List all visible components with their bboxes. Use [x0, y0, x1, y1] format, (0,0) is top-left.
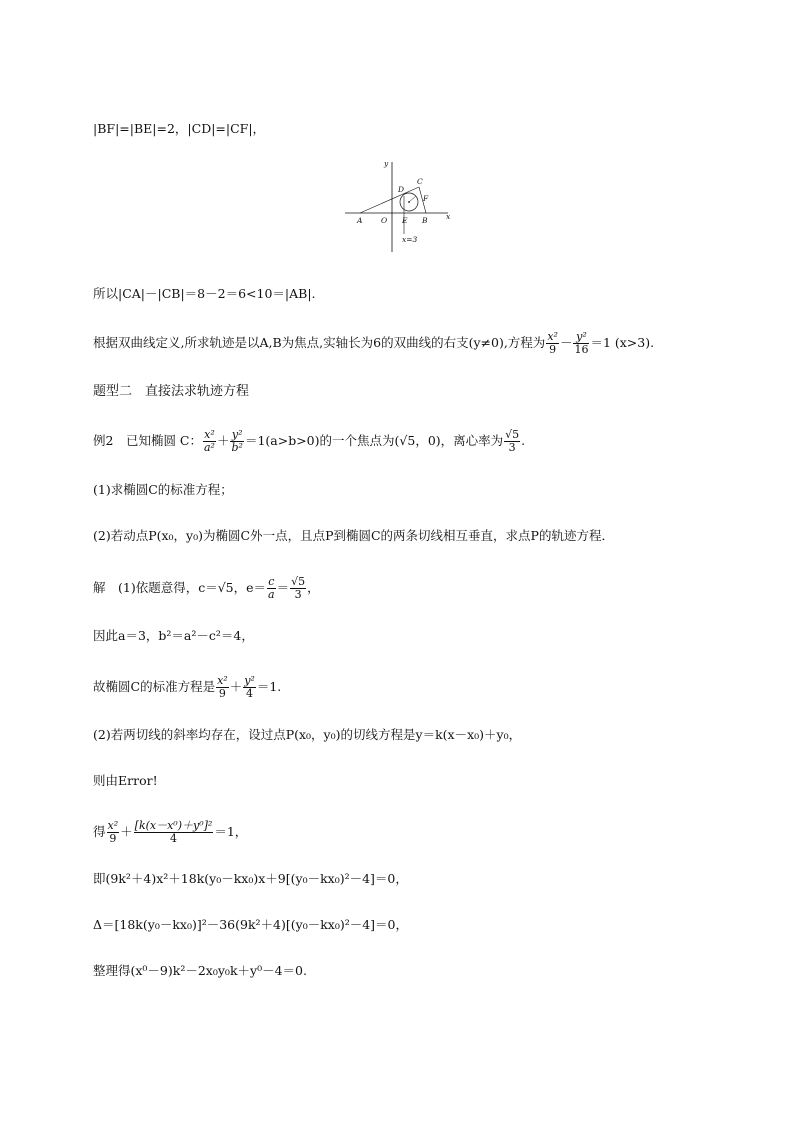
solution-line-1: 解 (1)依题意得，c＝√5，e＝ $\frac{c}{a}$ ＝ $\frac{√5}{3}$ ， — [93, 575, 320, 601]
label-x: x — [446, 212, 451, 221]
text-line-bf-be: |BF|=|BE|=2，|CD|=|CF|， — [93, 121, 266, 136]
label-x-eq-3: x=3 — [402, 235, 418, 244]
solution-line-5: 则由Error! — [93, 773, 158, 788]
section-heading: 题型二 直接法求轨迹方程 — [93, 384, 250, 399]
solution-line-2: 因此a＝3，b²＝a²－c²＝4， — [93, 628, 254, 643]
fraction-y2-over-16: $\frac{\text{y²}}{16}$ — [574, 330, 589, 356]
solution-line-6: 得 $\frac{\text{x²}}{9}$ ＋ $\frac{\text{[k(x－x⁰)＋y⁰]²}}{4}$ ＝1， — [93, 819, 248, 845]
solution-line-9: 整理得(x⁰－9)k²－2x₀y₀k＋y⁰－4＝0. — [93, 963, 307, 978]
question-1: (1)求椭圆C的标准方程； — [93, 482, 233, 497]
solution-line-7: 即(9k²＋4)x²＋18k(y₀－kx₀)x＋9[(y₀－kx₀)²－4]＝0， — [93, 871, 408, 886]
fraction-x2-over-a2: $\frac{\text{x²}}{\text{a²}}$ — [204, 428, 215, 454]
fraction-y2-over-4: $\frac{\text{y²}}{4}$ — [244, 674, 255, 700]
label-y: y — [384, 159, 389, 168]
label-f: F — [423, 194, 429, 203]
fraction-x2-over-9-b: $\frac{\text{x²}}{9}$ — [217, 674, 228, 700]
segment-ac — [360, 187, 419, 213]
center-point — [408, 201, 410, 203]
sqrt5-value: √5 — [399, 433, 416, 448]
fraction-c-over-a: $\frac{c}{a}$ — [268, 575, 275, 601]
fraction-long-over-4: $\frac{\text{[k(x－x⁰)＋y⁰]²}}{4}$ — [134, 819, 213, 845]
label-d: D — [398, 185, 405, 194]
hyperbola-circle-figure — [340, 156, 460, 254]
hyperbola-definition-text: 根据双曲线定义,所求轨迹是以A,B为焦点,实轴长为6的双曲线的右支(y≠0),方程为 — [93, 335, 546, 350]
fraction-x2-over-9-c: $\frac{\text{x²}}{9}$ — [107, 819, 119, 845]
text-line-hyperbola-definition: 根据双曲线定义,所求轨迹是以A,B为焦点,实轴长为6的双曲线的右支(y≠0),方程为 $\frac{\text{x²}}{9}$ － $\frac{\text{y²}}{16}$ ＝1 (x>3). — [93, 330, 655, 356]
fraction-sqrt5-over-3: $\frac{√5}{3}$ — [505, 428, 520, 454]
text-line-ca-cb: 所以|CA|－|CB|＝8－2＝6<10＝|AB|. — [93, 286, 316, 301]
question-2: (2)若动点P(x₀，y₀)为椭圆C外一点，且点P到椭圆C的两条切线相互垂直，求点P的轨迹方程． — [93, 528, 614, 543]
solution-line-8: Δ＝[18k(y₀－kx₀)]²－36(9k²＋4)[(y₀－kx₀)²－4]＝0， — [93, 917, 409, 932]
fraction-y2-over-b2: $\frac{\text{y²}}{\text{b²}}$ — [231, 428, 243, 454]
hyperbola-equation-tail: ＝1 (x>3). — [590, 335, 655, 350]
label-o: O — [381, 216, 388, 225]
fraction-sqrt5-over-3-b: $\frac{√5}{3}$ — [291, 575, 306, 601]
solution-line-4: (2)若两切线的斜率均存在，设过点P(x₀，y₀)的切线方程是y＝k(x－x₀)＋y₀， — [93, 727, 522, 742]
label-a: A — [357, 216, 363, 225]
label-c: C — [417, 177, 423, 186]
solution-line-3: 故椭圆C的标准方程是 $\frac{\text{x²}}{9}$ ＋ $\frac{\text{y²}}{4}$ ＝1. — [93, 674, 282, 700]
fraction-x2-over-9: $\frac{\text{x²}}{9}$ — [547, 330, 558, 356]
label-e: E — [402, 216, 408, 225]
example-2-statement: 例2 已知椭圆 C： $\frac{\text{x²}}{\text{a²}}$ ＋ $\frac{\text{y²}}{\text{b²}}$ ＝1(a>b>0)的一个焦点为(√5，0)，离心率为 $\frac{√5}{3}$ . — [93, 428, 526, 454]
radius-segment — [409, 196, 416, 202]
label-b: B — [422, 216, 428, 225]
